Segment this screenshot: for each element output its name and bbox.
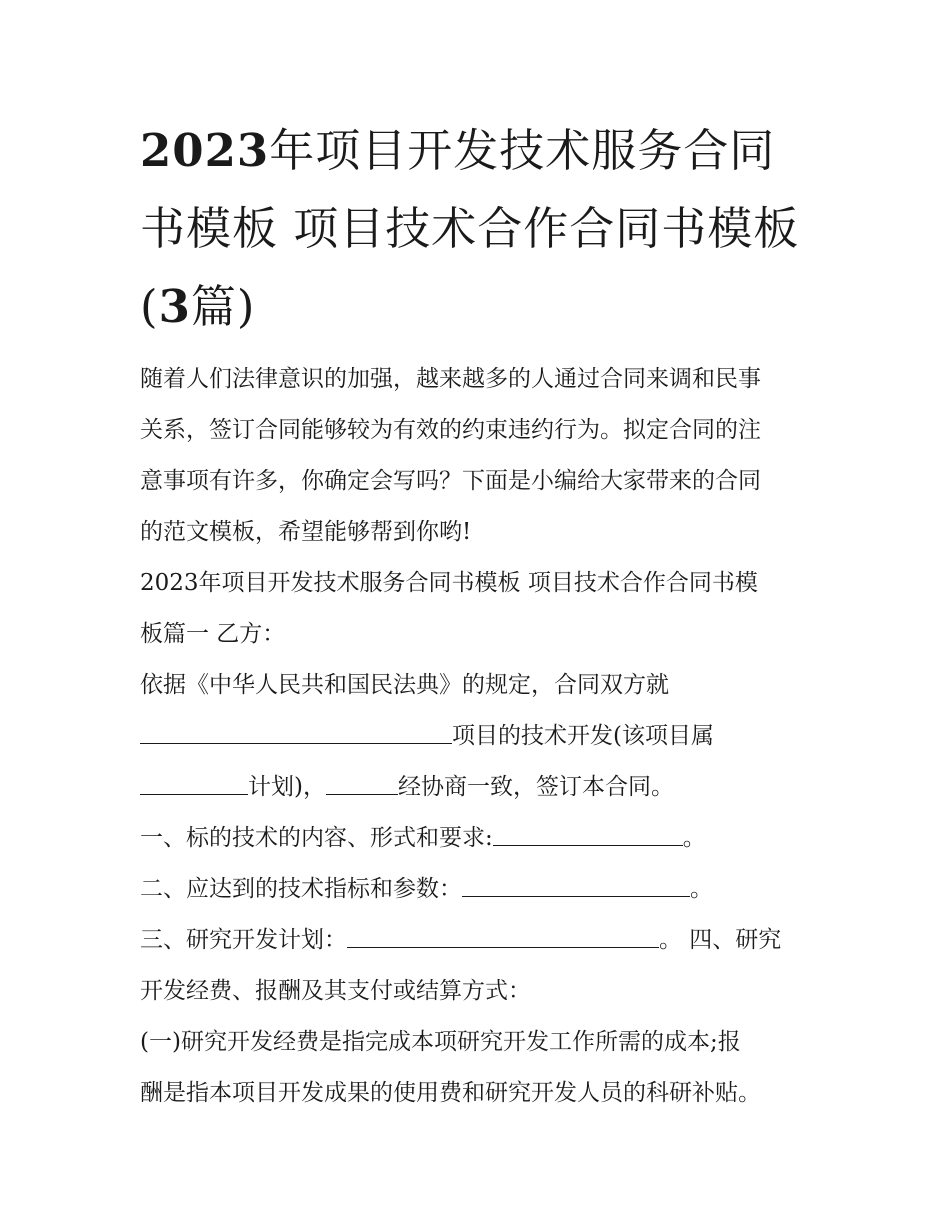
intro-paragraph (140, 354, 812, 558)
plan-type-blank[interactable] (140, 771, 248, 795)
intro-line: 的范文模板，希望能够帮到你哟! (140, 519, 472, 545)
clause-3-blank[interactable] (347, 924, 659, 948)
intro-line: 关系，签订合同能够较为有效的约束违约行为。拟定合同的注 (140, 417, 761, 443)
agree-text: 经协商一致，签订本合同。 (397, 774, 674, 800)
intro-line: 意事项有许多，你确定会写吗？下面是小编给大家带来的合同 (140, 468, 761, 494)
section-heading-cont: 板篇一 乙方： (140, 621, 286, 647)
para-1-line-2: 酬是指本项目开发成果的使用费和研究开发人员的科研补贴。 (140, 1080, 761, 1106)
document-title: 2023年项目开发技术服务合同书模板 项目技术合作合同书模板(3篇) (140, 124, 800, 333)
clause-1-blank[interactable] (493, 822, 683, 846)
legal-basis-line: 依据《中华人民共和国民法典》的规定，合同双方就 (140, 672, 669, 698)
document-page (140, 112, 812, 1119)
clause-3 (140, 915, 812, 966)
clause-2 (140, 864, 812, 915)
title-number: 3 (158, 280, 191, 333)
clause-3-label: 三、研究开发计划： (140, 927, 347, 953)
project-tech-text: 项目的技术开发(该项目属 (452, 723, 714, 749)
project-name-blank[interactable] (140, 720, 452, 744)
clause-2-blank[interactable] (462, 873, 690, 897)
clause-2-period: 。 (690, 876, 713, 902)
para-1-line-1: (一)研究开发经费是指完成本项研究开发工作所需的成本;报 (140, 1029, 741, 1055)
section-heading: 2023年项目开发技术服务合同书模板 项目技术合作合同书模 (140, 570, 758, 596)
plan-line (140, 762, 812, 813)
clause-4-cont: 开发经费、报酬及其支付或结算方式： (140, 978, 531, 1004)
party-blank[interactable] (326, 771, 398, 795)
clause-2-label: 二、应达到的技术指标和参数： (140, 876, 462, 902)
clause-4-start: 。 四、研究 (659, 927, 782, 953)
title-number: 2023 (140, 124, 270, 177)
clause-1-label: 一、标的技术的内容、形式和要求: (140, 825, 493, 851)
intro-line: 随着人们法律意识的加强，越来越多的人通过合同来调和民事 (140, 366, 761, 392)
project-line (140, 711, 812, 762)
clause-1-period: 。 (682, 825, 706, 851)
clause-1 (140, 813, 812, 864)
plan-text: 计划)， (248, 774, 326, 800)
